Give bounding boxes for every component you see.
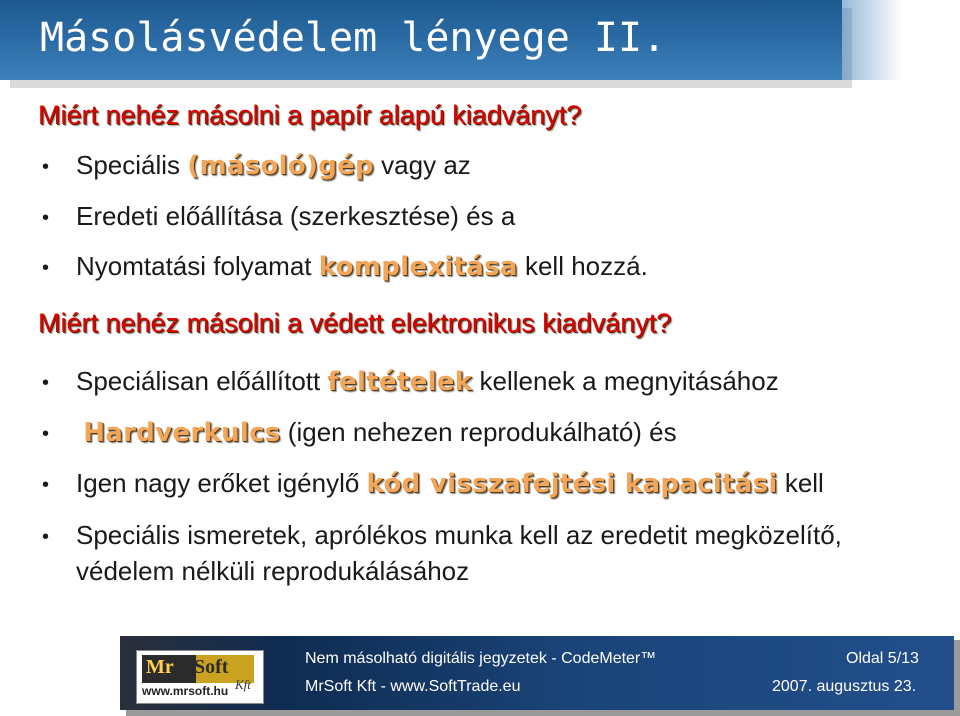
section-heading-electronic: Miért nehéz másolni a védett elektronikus kiadványt? [38,308,672,338]
highlight-text: (másoló)gép [187,151,374,181]
page-number: Oldal 5/13 [846,650,919,667]
logo-mr-text: Mr [146,656,174,678]
bullet-text: (igen nehezen reprodukálható) és [280,417,677,447]
bullet-text: vagy az [373,150,471,180]
bullet-list-electronic [40,364,906,605]
bullet-text: Nyomtatási folyamat [76,251,319,281]
bullet-icon: • [42,526,50,548]
logo-soft-text: Soft [194,656,229,678]
list-item [40,148,648,183]
bullet-icon: • [42,207,50,229]
bullet-text: Eredeti előállítása (szerkesztése) és a [76,201,516,231]
highlight-text: Hardverkulcs [83,418,281,448]
bullet-icon: • [42,156,50,178]
list-item [40,415,906,450]
title-bar-fade [842,0,902,80]
bullet-icon: • [42,474,50,496]
bullet-text: kell [777,468,824,498]
logo-url-text: www.mrsoft.hu [142,684,229,698]
bullet-text: Speciális [76,150,188,180]
highlight-text: kód visszafejtési kapacitási [366,469,778,499]
mrsoft-logo [136,650,264,704]
bullet-icon: • [42,423,50,445]
bullet-text: Igen nagy erőket igénylő [76,468,367,498]
bullet-icon: • [42,257,50,279]
list-item [40,249,648,284]
list-item [40,364,906,399]
bullet-text: kellenek a megnyitásához [472,366,779,396]
bullet-list-paper [40,148,648,300]
highlight-text: komplexitása [318,252,518,282]
bullet-text: Speciálisan előállított [76,366,328,396]
footer-company: MrSoft Kft - www.SoftTrade.eu [305,678,521,695]
section-heading-paper: Miért nehéz másolni a papír alapú kiadványt? [38,100,582,130]
footer-title: Nem másolható digitális jegyzetek - CodeMeter™ [305,650,657,667]
slide-title: Másolásvédelem lényege II. [40,15,667,61]
list-item [40,517,906,589]
bullet-text: kell hozzá. [517,251,648,281]
list-item [40,199,648,233]
footer-date: 2007. augusztus 23. [772,678,917,695]
bullet-icon: • [42,372,50,394]
highlight-text: feltételek [327,367,473,397]
logo-kft-text: Kft [235,677,251,692]
bullet-text: Speciális ismeretek, aprólékos munka kell az eredetit megközelítő, védelem nélküli reprodukálásához [76,520,842,586]
list-item [40,466,906,501]
